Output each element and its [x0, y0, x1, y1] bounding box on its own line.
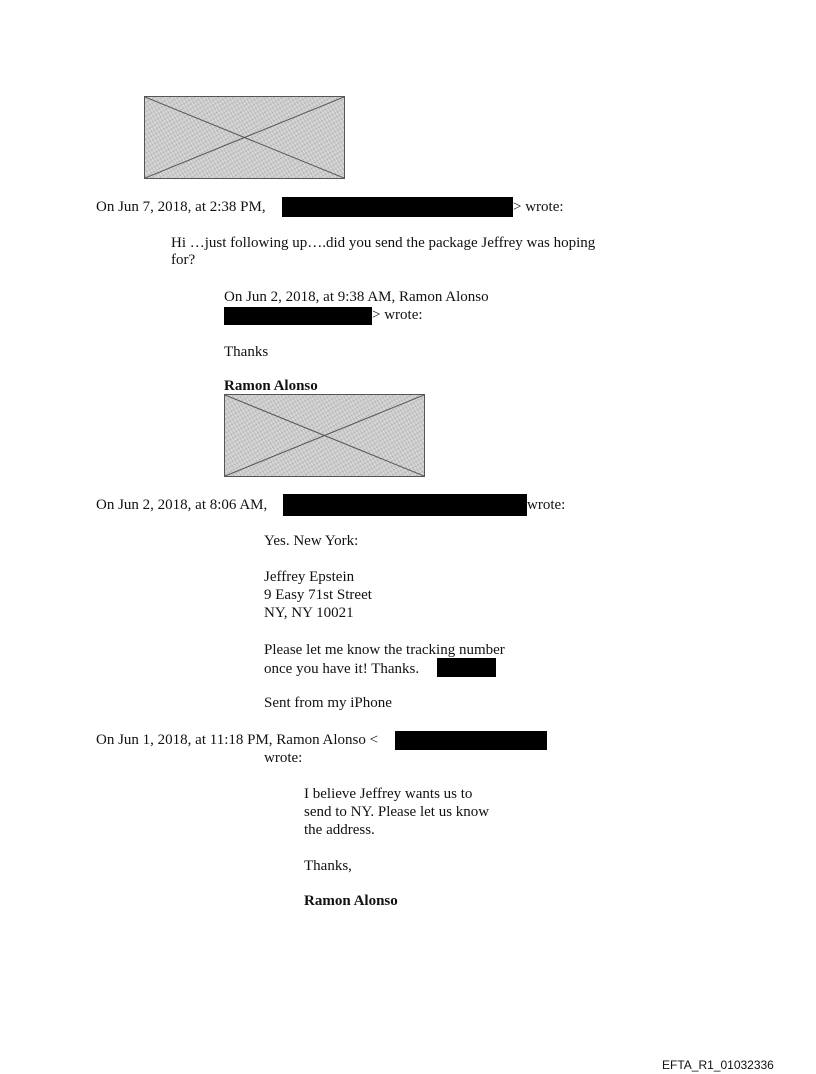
closing: Thanks,	[304, 858, 352, 874]
sent-from: Sent from my iPhone	[264, 695, 392, 711]
document-id: EFTA_R1_01032336	[662, 1058, 774, 1072]
header-date: On Jun 7, 2018, at 2:38 PM,	[96, 199, 266, 215]
broken-image-icon	[225, 395, 424, 476]
message-body-line: the address.	[304, 822, 375, 838]
message-body-line: Yes. New York:	[264, 533, 359, 549]
message-header	[96, 198, 266, 216]
message-header: On Jun 2, 2018, at 9:38 AM, Ramon Alonso	[224, 289, 489, 305]
redaction-box	[437, 658, 496, 677]
message-body-line: Thanks	[224, 344, 269, 360]
broken-image-icon	[145, 97, 344, 178]
message-body-line: send to NY. Please let us know	[304, 804, 490, 820]
header-wrote: > wrote:	[513, 199, 564, 215]
signature: Ramon Alonso	[304, 893, 398, 909]
signature: Ramon Alonso	[224, 378, 318, 394]
address-city: NY, NY 10021	[264, 605, 354, 621]
message-body-line: Hi …just following up….did you send the package Jeffrey was hoping	[171, 235, 596, 251]
message-body-line: once you have it! Thanks.	[264, 661, 420, 677]
header-wrote: wrote:	[527, 497, 566, 513]
redaction-box	[395, 731, 547, 750]
message-body-line: Please let me know the tracking number	[264, 642, 505, 658]
header-wrote: wrote:	[264, 750, 303, 766]
message-header: On Jun 1, 2018, at 11:18 PM, Ramon Alonso <	[96, 732, 379, 748]
message-body-line: for?	[171, 252, 196, 268]
redaction-box	[282, 197, 513, 217]
image-placeholder	[224, 394, 425, 477]
address-street: 9 Easy 71st Street	[264, 587, 372, 603]
message-body-line: I believe Jeffrey wants us to	[304, 786, 473, 802]
redaction-box	[224, 307, 372, 325]
redaction-box	[283, 494, 527, 516]
message-header: On Jun 2, 2018, at 8:06 AM,	[96, 497, 268, 513]
image-placeholder	[144, 96, 345, 179]
address-name: Jeffrey Epstein	[264, 569, 355, 585]
header-wrote: > wrote:	[372, 307, 423, 323]
